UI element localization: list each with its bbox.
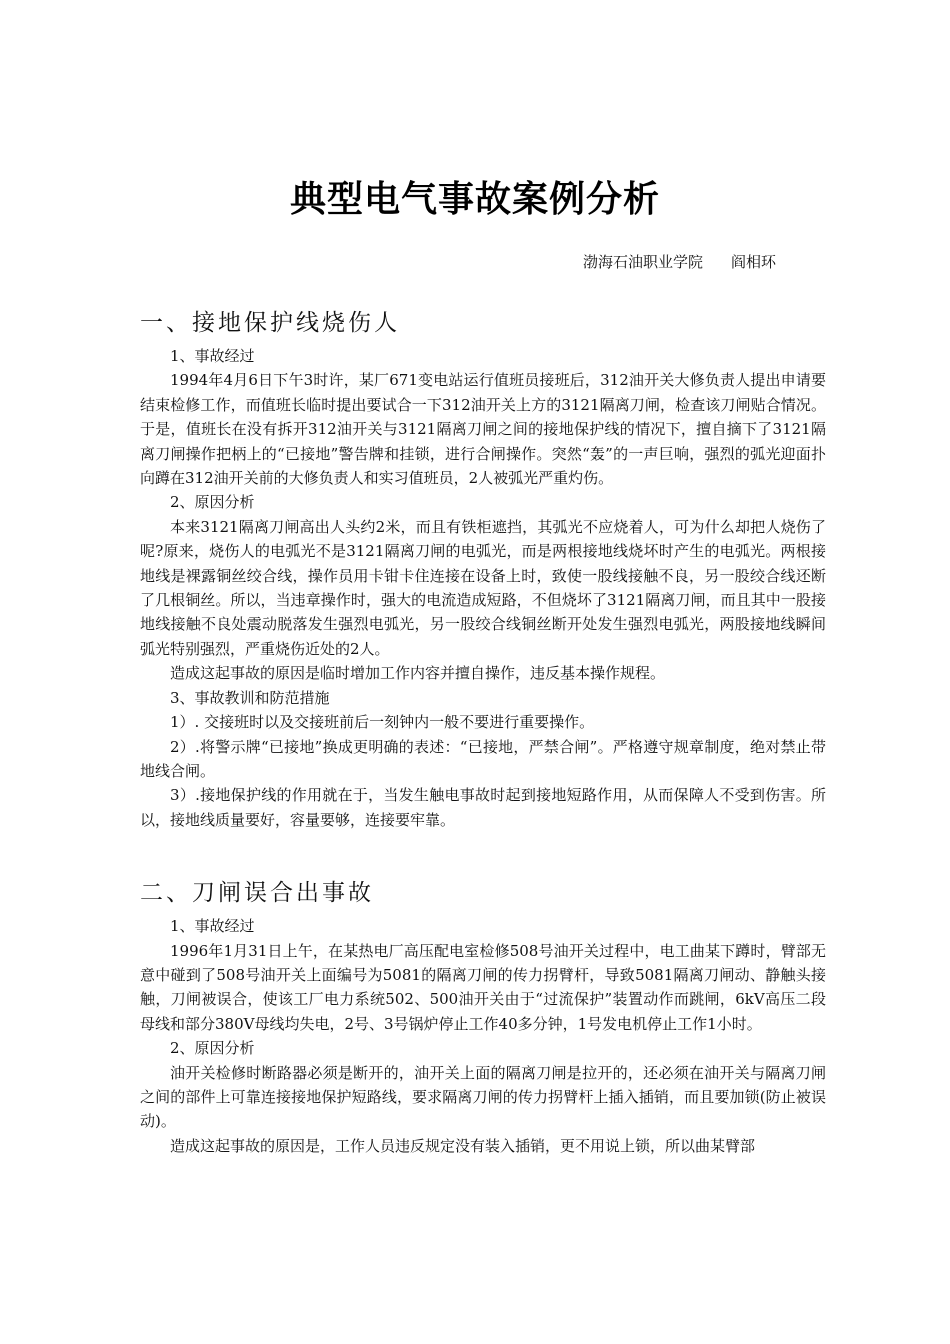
subheading: 1、事故经过 xyxy=(170,917,255,936)
list-item: 2）.将警示牌“已接地”换成更明确的表述：“已接地，严禁合闸”。严格遵守规章制度，绝对禁止带地线合闸。 xyxy=(140,737,826,780)
page-title: 典型电气事故案例分析 xyxy=(289,179,660,220)
list-item: 1）. 交接班时以及交接班前后一刻钟内一般不要进行重要操作。 xyxy=(170,713,595,732)
paragraph: 1996年1月31日上午，在某热电厂高压配电室检修508号油开关过程中，电工曲某下蹲时，臂部无意中碰到了508号油开关上面编号为5081的隔离刀闸的传力拐臂杆，导致5081隔离刀闸动、静触头接触，刀闸被误合，使该工厂电力系统502、500油开关由于“过流保护”装置动作而跳闸，6kV高压二段母线和部分380V母线均失电，2号、3号锅炉停止工作40多分钟，1号发电机停止工作1小时。 xyxy=(140,941,826,1033)
author-name: 阎相环 xyxy=(731,253,777,271)
paragraph: 1994年4月6日下午3时许，某厂671变电站运行值班员接班后，312油开关大修负责人提出申请要结束检修工作，而值班长临时提出要试合一下312油开关上方的3121隔离刀闸，检查该刀闸贴合情况。于是，值班长在没有拆开312油开关与3121隔离刀闸之间的接地保护线的情况下，擅自摘下了3121隔离刀闸操作把柄上的“已接地”警告牌和挂锁，进行合闸操作。突然“轰”的一声巨响，强烈的弧光迎面扑向蹲在312油开关前的大修负责人和实习值班员，2人被弧光严重灼伤。 xyxy=(140,371,826,488)
author-institution: 渤海石油职业学院 xyxy=(583,253,704,271)
paragraph: 造成这起事故的原因是临时增加工作内容并擅自操作，违反基本操作规程。 xyxy=(170,664,666,683)
author-line xyxy=(583,250,776,274)
paragraph: 油开关检修时断路器必须是断开的，油开关上面的隔离刀闸是拉开的，还必须在油开关与隔离刀闸之间的部件上可靠连接接地保护短路线，要求隔离刀闸的传力拐臂杆上插入插销，而且要加锁(防止被误动)。 xyxy=(140,1063,826,1131)
document-body xyxy=(140,304,826,1158)
section-spacer xyxy=(140,832,826,874)
subheading: 2、原因分析 xyxy=(170,493,255,512)
subheading: 2、原因分析 xyxy=(170,1039,255,1058)
paragraph: 本来3121隔离刀闸高出人头约2米，而且有铁柜遮挡，其弧光不应烧着人，可为什么却把人烧伤了呢?原来，烧伤人的电弧光不是3121隔离刀闸的电弧光，而是两根接地线烧坏时产生的电弧光。两根接地线是裸露铜丝绞合线，操作员用卡钳卡住连接在设备上时，致使一股线接触不良，另一股绞合线还断了几根铜丝。所以，当违章操作时，强大的电流造成短路，不但烧坏了3121隔离刀闸，而且其中一股接地线接触不良处震动脱落发生强烈电弧光，另一股绞合线铜丝断开处发生强烈电弧光，两股接地线瞬间弧光特别强烈，严重烧伤近处的2人。 xyxy=(140,517,826,658)
section-heading: 二、刀闸误合出事故 xyxy=(140,880,374,907)
subheading: 3、事故教训和防范措施 xyxy=(170,688,330,707)
paragraph: 造成这起事故的原因是，工作人员违反规定没有装入插销，更不用说上锁，所以曲某臂部 xyxy=(170,1136,756,1155)
subheading: 1、事故经过 xyxy=(170,347,255,365)
list-item: 3）.接地保护线的作用就在于，当发生触电事故时起到接地短路作用，从而保障人不受到伤害。所以，接地线质量要好，容量要够，连接要牢靠。 xyxy=(140,786,826,829)
section-heading: 一、接地保护线烧伤人 xyxy=(140,310,400,336)
